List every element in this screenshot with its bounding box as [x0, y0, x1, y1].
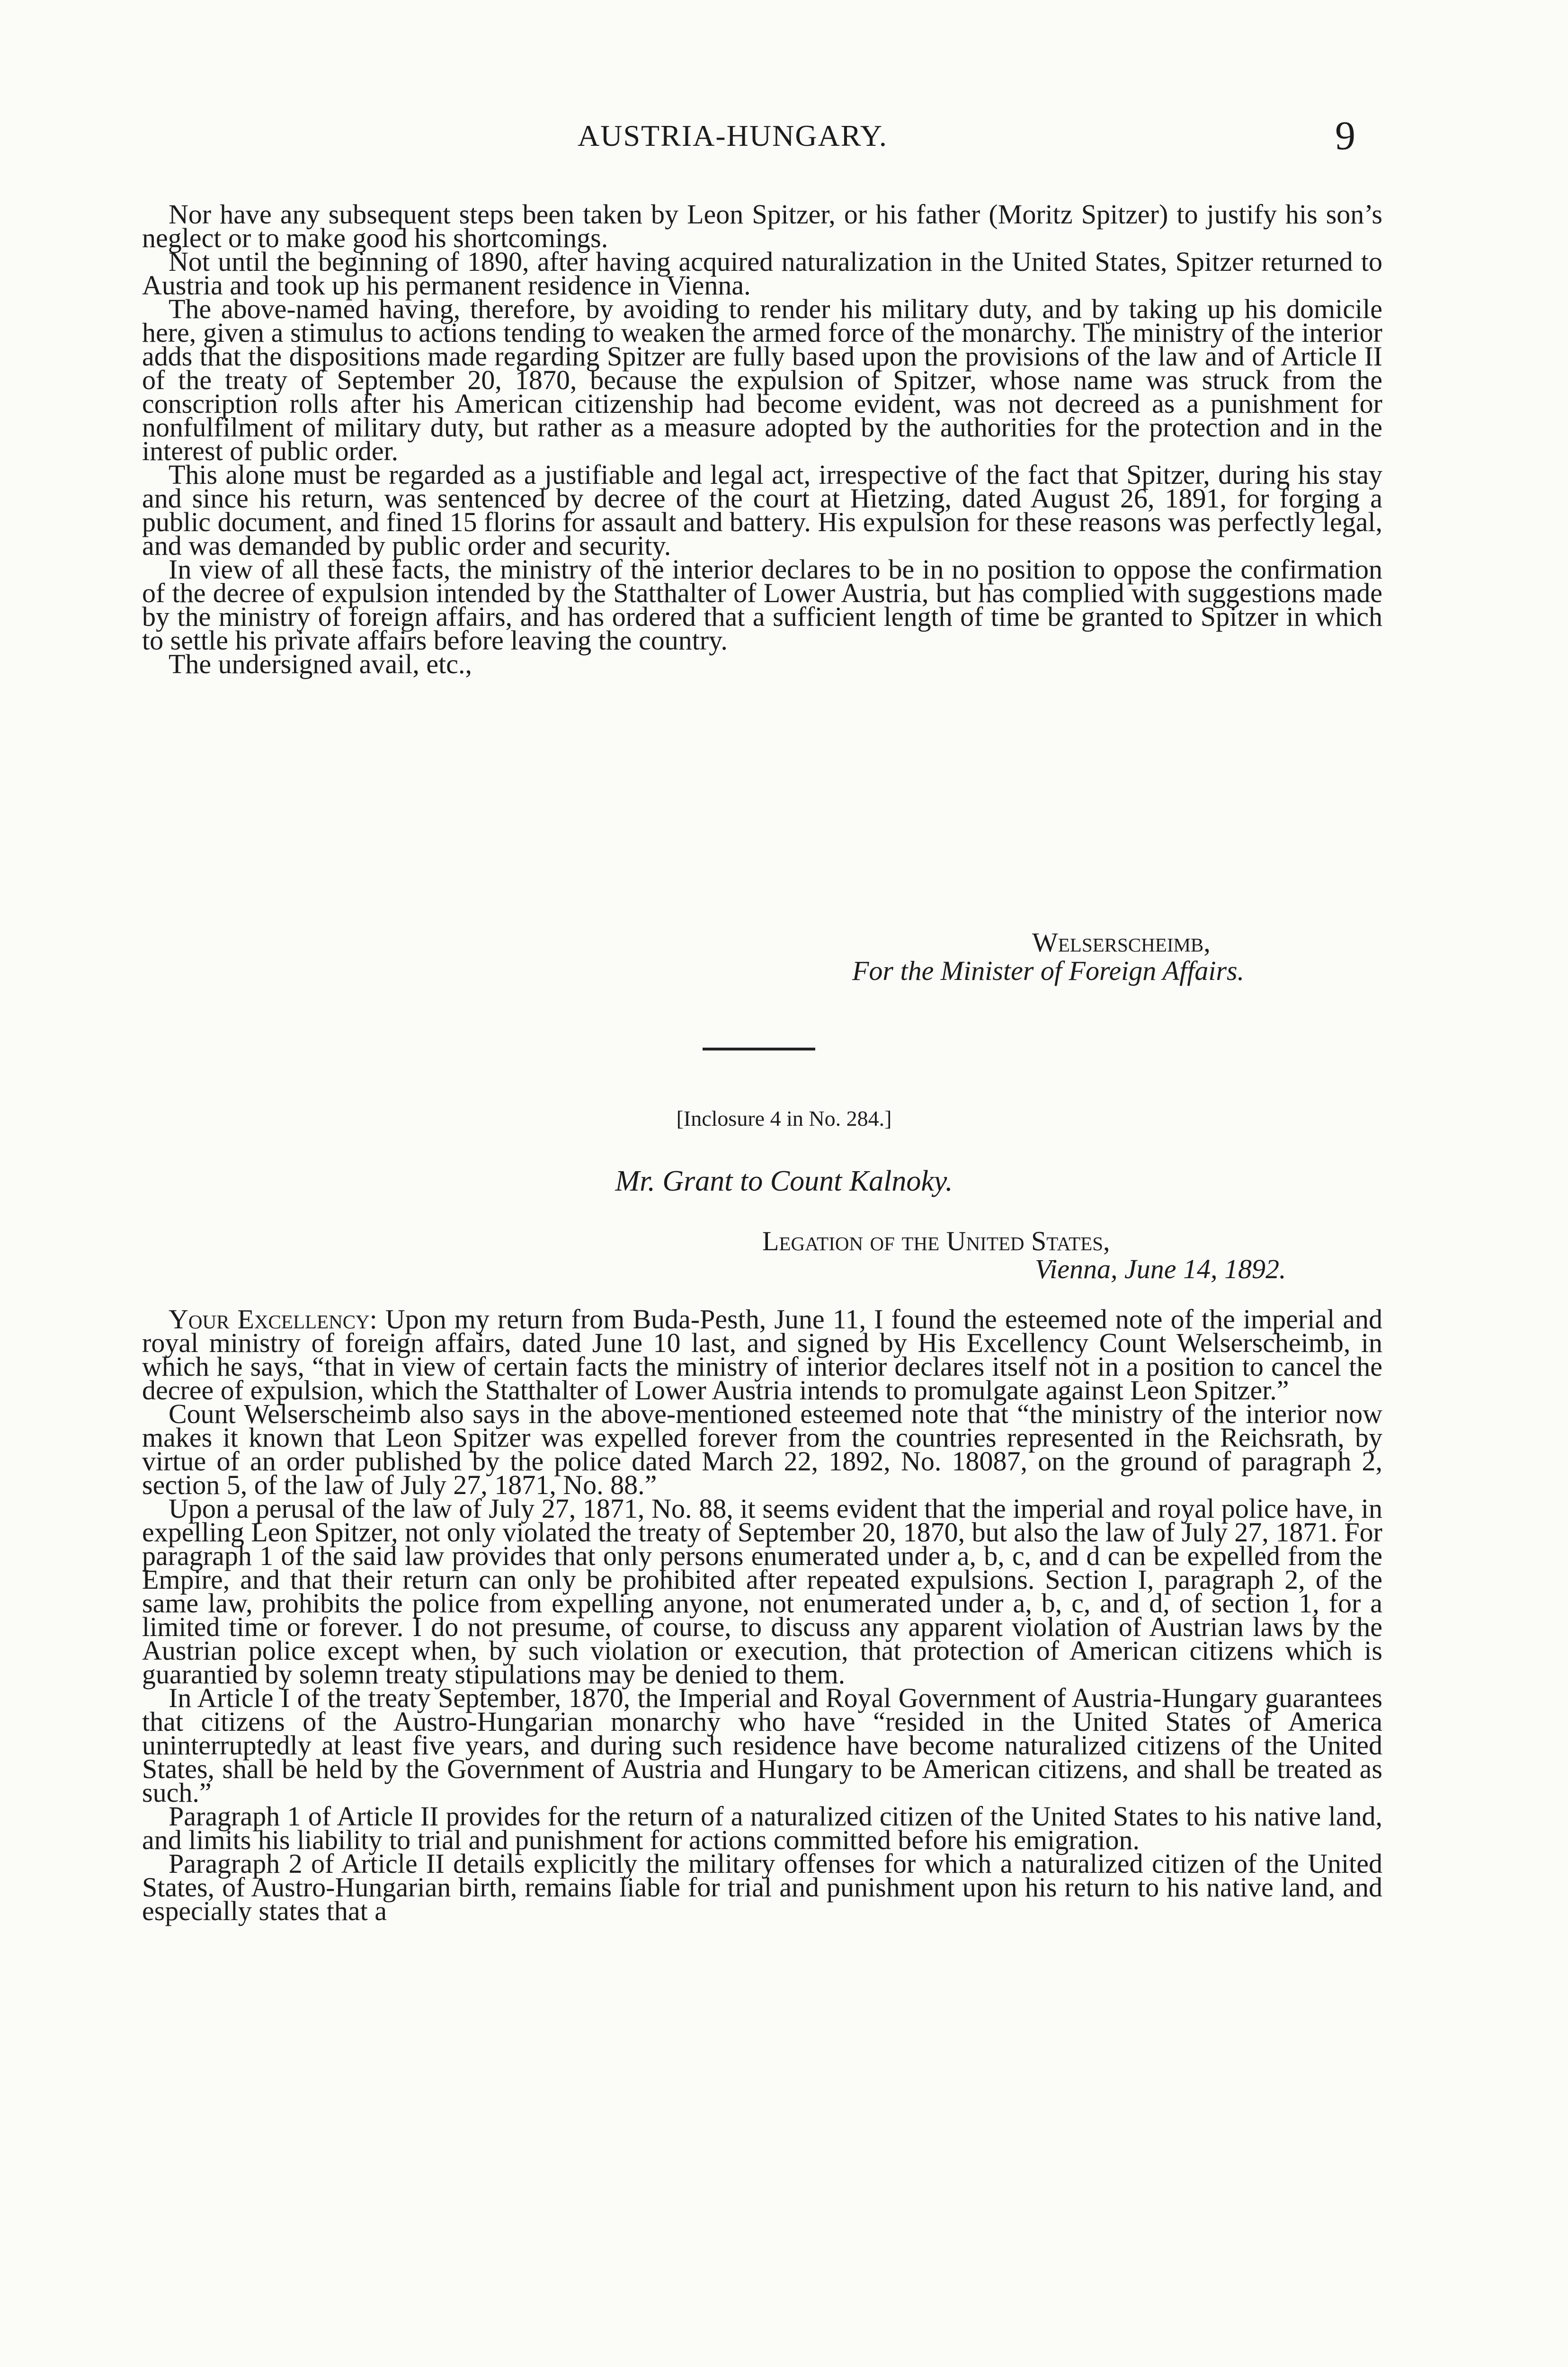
paragraph: The undersigned avail, etc., [169, 649, 472, 679]
letter-1-body [142, 199, 1382, 679]
running-header: AUSTRIA-HUNGARY. [578, 119, 888, 152]
paragraph-text: Upon my return from Buda-Pesth, June 11, I found the esteemed note of the imperial and royal ministry of foreign affairs, dated June 10 last, and signed by His Excellency Count Welserscheimb, in which he says, “that in view of certain facts the ministry of interior declares itself not in a position to cancel the decree of expulsion, which the Statthalter of Lower Austria intends to promulgate against Leon Spitzer.” [142, 1304, 1383, 1406]
paragraph: This alone must be regarded as a justifiable and legal act, irrespective of the fact that Spitzer, during his stay and since his return, was sentenced by decree of the court at Hietzing, dated August 26, 1891, for forging a public document, and fined 15 florins for assault and battery. His expulsion for these reasons was perfectly legal, and was demanded by public order and security. [142, 459, 1382, 561]
paragraph: Paragraph 2 of Article II details explicitly the military offenses for which a naturalized citizen of the United States, of Austro-Hungarian birth, remains liable for trial and punishment upon his return to his native land, and especially states that a [142, 1848, 1382, 1926]
paragraph: In Article I of the treaty September, 1870, the Imperial and Royal Government of Austria-Hungary guarantees that citizens of the Austro-Hungarian monarchy who have “resided in the United States of America uninterruptedly at least five years, and during such residence have become naturalized citizens of the United States, shall be held by the Government of Austria and Hungary to be American citizens, and shall be treated as such.” [142, 1682, 1382, 1808]
salutation: Your Excellency: [169, 1304, 377, 1335]
letter-2-body [142, 1304, 1383, 1926]
paragraph [142, 1304, 1383, 1406]
paragraph: Not until the beginning of 1890, after having acquired naturalization in the United States, Spitzer returned to Austria and took up his permanent residence in Vienna. [142, 246, 1382, 301]
letter-date: Vienna, June 14, 1892. [1035, 1254, 1286, 1284]
paragraph: The above-named having, therefore, by avoiding to render his military duty, and by taking up his domicile here, given a stimulus to actions tending to weaken the armed force of the monarchy. The ministry of the interior adds that the dispositions made regarding Spitzer are fully based upon the provisions of the law and of Article II of the treaty of September 20, 1870, because the expulsion of Spitzer, whose name was struck from the conscription rolls after his American citizenship had become evident, was not decreed as a punishment for nonfulfilment of military duty, but rather as a measure adopted by the authorities for the protection and in the interest of public order. [142, 294, 1382, 466]
letter-place: Legation of the United States, [762, 1226, 1110, 1256]
signature-name: Welserscheimb, [1032, 927, 1211, 958]
paragraph: Upon a perusal of the law of July 27, 1871, No. 88, it seems evident that the imperial and royal police have, in expelling Leon Spitzer, not only violated the treaty of September 20, 1870, but also the law of July 27, 1871. For paragraph 1 of the said law provides that only persons enumerated under a, b, c, and d can be expelled from the Empire, and that their return can only be prohibited after repeated expulsions. Section I, paragraph 2, of the same law, prohibits the police from expelling anyone, not enumerated under a, b, c, and d, of section 1, for a limited time or forever. I do not presume, of course, to discuss any apparent violation of Austrian laws by the Austrian police except when, by such violation or execution, that protection of American citizens which is guarantied by solemn treaty stipulations may be denied to them. [142, 1493, 1382, 1690]
letter-2-heading: Mr. Grant to Count Kalnoky. [615, 1165, 953, 1197]
paragraph: Count Welserscheimb also says in the above-mentioned esteemed note that “the ministry of the interior now makes it known that Leon Spitzer was expelled forever from the countries represented in the Reichsrath, by virtue of an order published by the police dated March 22, 1892, No. 18087, on the ground of paragraph 2, section 5, of the law of July 27, 1871, No. 88.” [142, 1398, 1382, 1500]
signature-title: For the Minister of Foreign Affairs. [852, 955, 1245, 986]
paragraph: Paragraph 1 of Article II provides for the return of a naturalized citizen of the United States to his native land, and limits his liability to trial and punishment for actions committed before his emigration. [142, 1801, 1382, 1855]
paragraph: In view of all these facts, the ministry of the interior declares to be in no position to oppose the confirmation of the decree of expulsion intended by the Statthalter of Lower Austria, but has complied with suggestions made by the ministry of foreign affairs, and has ordered that a sufficient length of time be granted to Spitzer in which to settle his private affairs before leaving the country. [142, 554, 1382, 656]
inclosure-label: [Inclosure 4 in No. 284.] [676, 1106, 892, 1130]
paragraph: Nor have any subsequent steps been taken by Leon Spitzer, or his father (Moritz Spitzer) to justify his son’s neglect or to make good his shortcomings. [142, 199, 1382, 253]
section-divider [703, 1048, 815, 1050]
page-number: 9 [1335, 113, 1355, 158]
